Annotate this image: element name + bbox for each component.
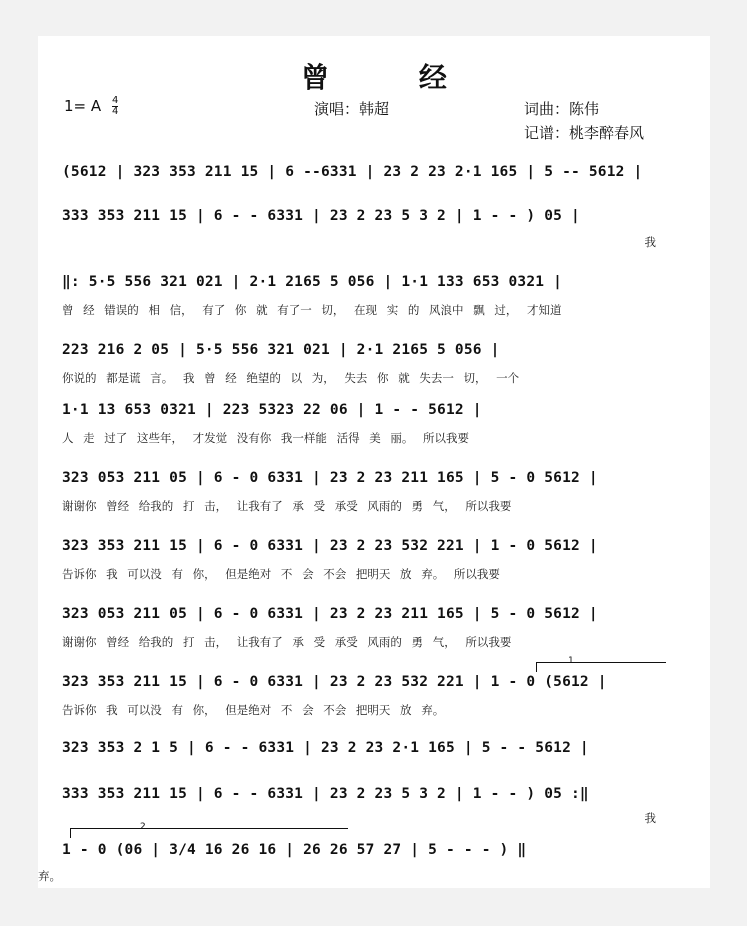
lyric-row: 弃。 [38, 869, 61, 883]
notation-row: 323 053 211 05 | 6 - 0 6331 | 23 2 23 211 165 | 5 - 0 5612 | [62, 470, 598, 486]
notation-row: (5612 | 323 353 211 15 | 6 --6331 | 23 2 23 2·1 165 | 5 -- 5612 | [62, 164, 643, 180]
lyric-row: 我 [644, 235, 656, 249]
notation-row: 333 353 211 15 | 6 - - 6331 | 23 2 23 5 3 2 | 1 - - ) 05 :‖ [62, 786, 589, 802]
lyric-row: 人 走 过了 这些年， 才发觉 没有你 我一样能 活得 美 丽。 所以我要 [62, 431, 470, 445]
notation-row: 323 353 211 15 | 6 - 0 6331 | 23 2 23 532 221 | 1 - 0 (5612 | [62, 674, 607, 690]
lyric-row: 告诉你 我 可以没 有 你， 但是绝对 不 会 不会 把明天 放 弃。 [62, 703, 445, 717]
first-ending-bracket-edge [536, 662, 537, 672]
time-unit: 4 [111, 106, 119, 117]
notation-row: 323 353 211 15 | 6 - 0 6331 | 23 2 23 532 221 | 1 - 0 5612 | [62, 538, 598, 554]
first-ending-number: 1 [568, 656, 574, 666]
notation-row: 323 353 2 1 5 | 6 - - 6331 | 23 2 23 2·1 165 | 5 - - 5612 | [62, 740, 589, 756]
time-beats: 4 [111, 95, 119, 106]
key-signature [64, 96, 118, 117]
score-sheet [38, 36, 710, 888]
lyric-row: 你说的 都是谎 言。 我 曾 经 绝望的 以 为， 失去 你 就 失去一 切， 一个 [62, 371, 520, 385]
lyric-row: 谢谢你 曾经 给我的 打 击， 让我有了 承 受 承受 风雨的 勇 气， 所以我要 [62, 499, 512, 513]
song-title: 曾 经 [301, 61, 487, 94]
lyric-row: 谢谢你 曾经 给我的 打 击， 让我有了 承 受 承受 风雨的 勇 气， 所以我要 [62, 635, 512, 649]
transcriber-credit: 记谱：桃李醉春风 [524, 124, 645, 142]
second-ending-number: 2 [140, 822, 146, 832]
time-signature [112, 96, 118, 117]
second-ending-bracket-edge [70, 828, 71, 838]
key-text: 1= A [64, 97, 102, 115]
notation-row: 223 216 2 05 | 5·5 556 321 021 | 2·1 2165 5 056 | [62, 342, 500, 358]
notation-row: ‖: 5·5 556 321 021 | 2·1 2165 5 056 | 1·1 133 653 0321 | [62, 274, 563, 290]
composer-credit: 词曲：陈伟 [524, 100, 600, 118]
lyric-row: 曾 经 错误的 相 信， 有了 你 就 有了一 切， 在现 实 的 风浪中 飘 过， 才知道 [62, 303, 562, 317]
singer-credit: 演唱：韩超 [314, 100, 390, 118]
lyric-row: 我 [644, 811, 656, 825]
notation-row: 323 053 211 05 | 6 - 0 6331 | 23 2 23 211 165 | 5 - 0 5612 | [62, 606, 598, 622]
notation-row: 333 353 211 15 | 6 - - 6331 | 23 2 23 5 3 2 | 1 - - ) 05 | [62, 208, 580, 224]
first-ending-bracket [536, 662, 666, 663]
second-ending-bracket [70, 828, 348, 829]
lyric-row: 告诉你 我 可以没 有 你， 但是绝对 不 会 不会 把明天 放 弃。 所以我要 [62, 567, 500, 581]
notation-row: 1·1 13 653 0321 | 223 5323 22 06 | 1 - - 5612 | [62, 402, 482, 418]
notation-row: 1 - 0 (06 | 3/4 16 26 16 | 26 26 57 27 | 5 - - - ) ‖ [62, 842, 527, 858]
